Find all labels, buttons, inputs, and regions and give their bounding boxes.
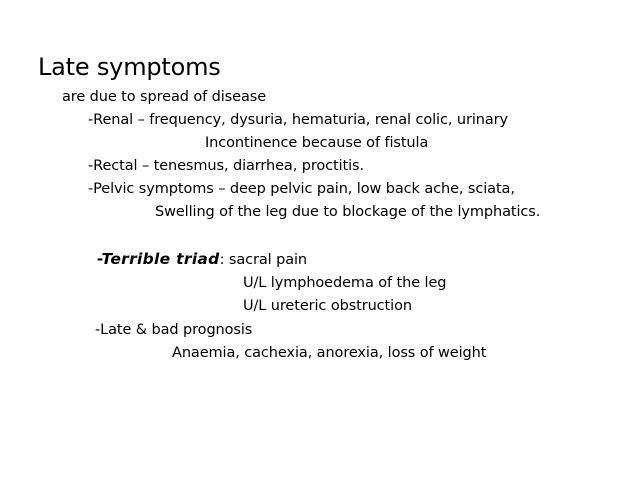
slide-title: Late symptoms (38, 53, 221, 81)
renal-line-2: Incontinence because of fistula (205, 135, 429, 151)
triad-item-1: : sacral pain (219, 252, 307, 268)
renal-line-1: -Renal – frequency, dysuria, hematuria, renal colic, urinary (88, 112, 508, 128)
pelvic-line-2: Swelling of the leg due to blockage of the lymphatics. (155, 204, 541, 220)
prognosis-line-1: -Late & bad prognosis (95, 322, 253, 338)
intro-text: are due to spread of disease (62, 89, 267, 105)
triad-item-3: U/L ureteric obstruction (243, 298, 412, 314)
triad-label: -Terrible triad (97, 250, 220, 268)
triad-item-2: U/L lymphoedema of the leg (243, 275, 447, 291)
triad-line (97, 250, 307, 269)
pelvic-line-1: -Pelvic symptoms – deep pelvic pain, low back ache, sciata, (88, 181, 515, 197)
prognosis-line-2: Anaemia, cachexia, anorexia, loss of weight (172, 345, 487, 361)
rectal-line: -Rectal – tenesmus, diarrhea, proctitis. (88, 158, 365, 174)
